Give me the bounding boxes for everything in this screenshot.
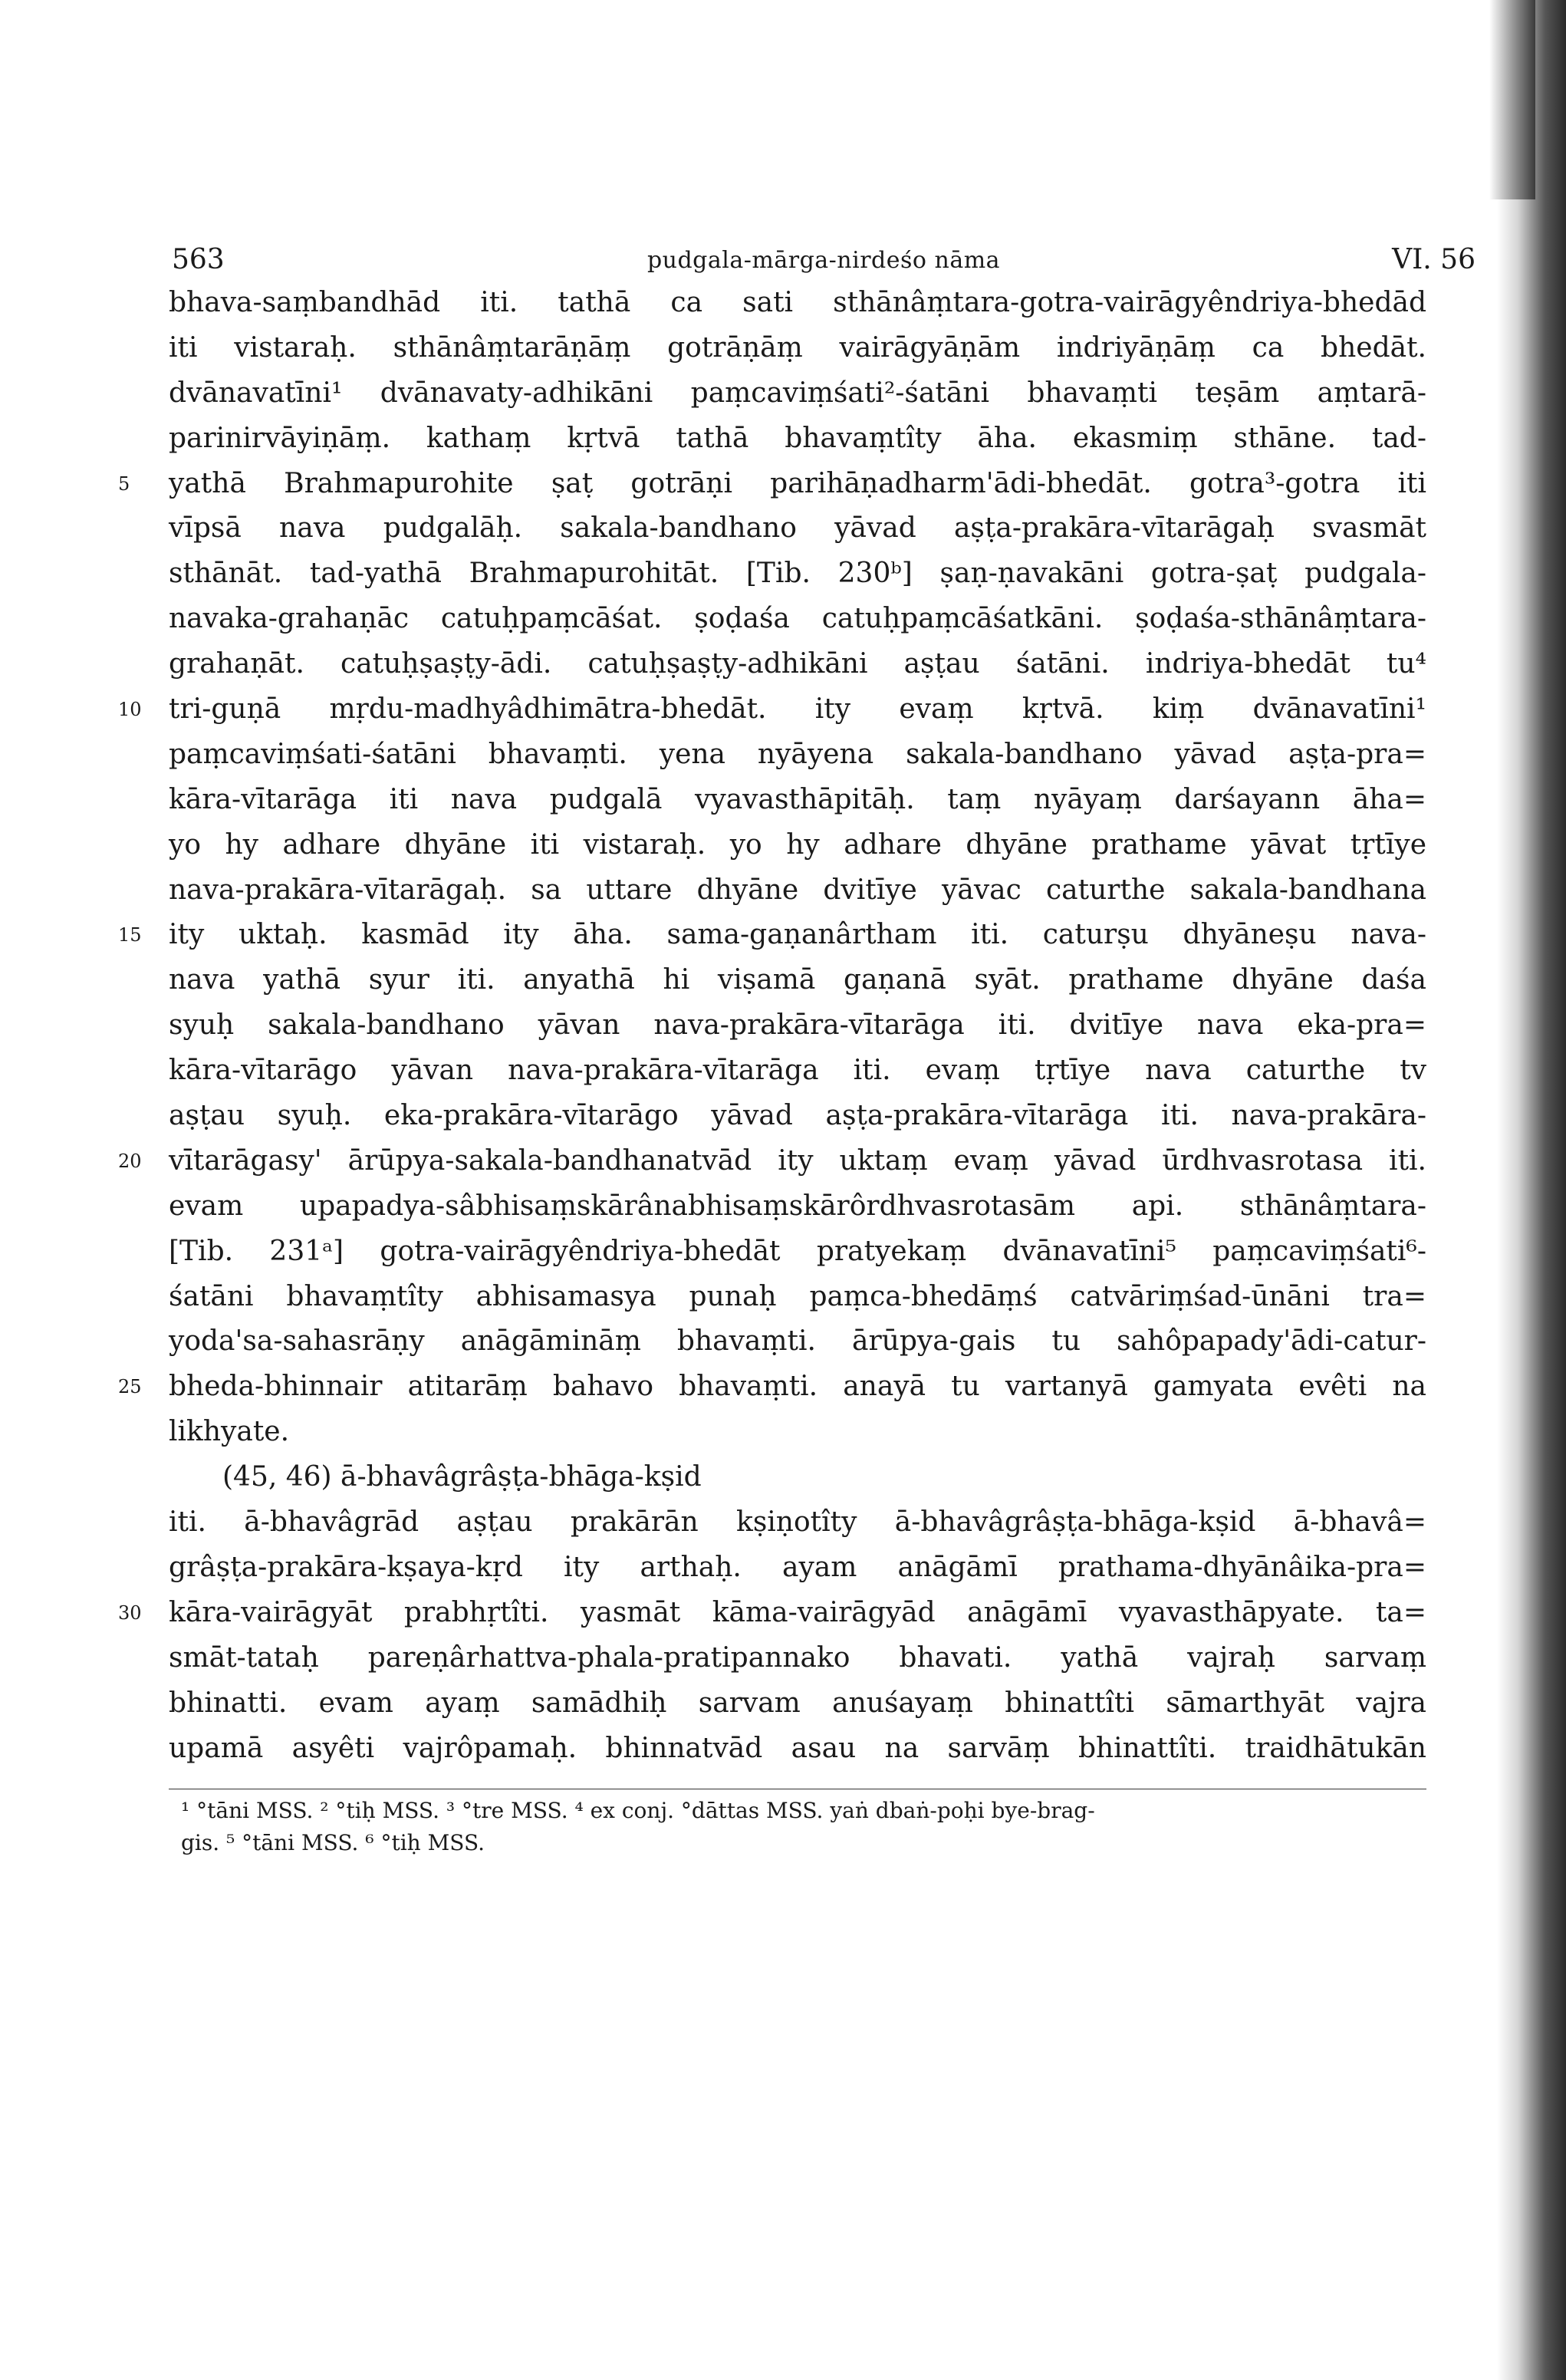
- footnote-line: ¹ °tāni MSS. ² °tiḥ MSS. ³ °tre MSS. ⁴ ex conj. °dāttas MSS. yaṅ dbaṅ-poḥi bye-brag-: [181, 1798, 1095, 1823]
- line-text: evam upapadya-sâbhisaṃskārânabhisaṃskārôrdhvasrotasām api. sthānâṃtara-: [169, 1190, 1426, 1222]
- line-number: 20: [118, 1150, 142, 1172]
- line-text: yo hy adhare dhyāne iti vistaraḥ. yo hy adhare dhyāne prathame yāvat tṛtīye: [169, 828, 1426, 861]
- line-text: kāra-vītarāga iti nava pudgalā vyavasthāpitāḥ. taṃ nyāyaṃ darśayann āha=: [169, 783, 1426, 815]
- line-text: bhinatti. evam ayaṃ samādhiḥ sarvam anuśayaṃ bhinattîti sāmarthyāt vajra: [169, 1687, 1426, 1719]
- text-line: [169, 1636, 1426, 1681]
- text-line: [169, 1003, 1426, 1048]
- line-text: yathā Brahmapurohite ṣaṭ gotrāṇi parihāṇadharm'ādi-bhedāt. gotra³-gotra iti: [169, 467, 1426, 499]
- running-title: pudgala-mārga-nirdeśo nāma: [646, 247, 1001, 274]
- text-line: [118, 913, 1426, 958]
- text-line: [169, 1048, 1426, 1094]
- line-text: smāt-tataḥ pareṇârhattva-phala-pratipannako bhavati. yathā vajraḥ sarvaṃ: [169, 1641, 1426, 1674]
- text-line: [118, 1364, 1426, 1410]
- line-text: kāra-vītarāgo yāvan nava-prakāra-vītarāga iti. evaṃ tṛtīye nava caturthe tv: [169, 1055, 1426, 1087]
- text-line: [169, 1275, 1426, 1320]
- text-line: [169, 1681, 1426, 1727]
- text-line: [169, 371, 1426, 416]
- scan-edge-shadow-top: [1489, 0, 1535, 199]
- line-text: nava yathā syur iti. anyathā hi viṣamā gaṇanā syāt. prathame dhyāne daśa: [169, 964, 1426, 996]
- text-line: [169, 1094, 1426, 1139]
- line-text: sthānāt. tad-yathā Brahmapurohitāt. [Tib. 230ᵇ] ṣaṇ-ṇavakāni gotra-ṣaṭ pudgala-: [169, 558, 1426, 590]
- text-line: [169, 823, 1426, 868]
- text-line: [169, 506, 1426, 551]
- line-text: paṃcaviṃśati-śatāni bhavaṃti. yena nyāyena sakala-bandhano yāvad aṣṭa-pra=: [169, 738, 1426, 770]
- text-line: [169, 868, 1426, 913]
- line-number: 15: [118, 924, 142, 946]
- line-text: tri-guṇā mṛdu-madhyâdhimātra-bhedāt. ity evaṃ kṛtvā. kiṃ dvānavatīni¹: [169, 693, 1426, 726]
- line-text: aṣṭau syuḥ. eka-prakāra-vītarāgo yāvad aṣṭa-prakāra-vītarāga iti. nava-prakāra-: [169, 1100, 1426, 1132]
- text-line: [169, 1184, 1426, 1230]
- text-line: [169, 1319, 1426, 1364]
- line-text: bheda-bhinnair atitarāṃ bahavo bhavaṃti. anayā tu vartanyā gamyata evêti na: [169, 1371, 1426, 1403]
- line-number: 10: [118, 699, 142, 721]
- line-text: syuḥ sakala-bandhano yāvan nava-prakāra-vītarāga iti. dvitīye nava eka-pra=: [169, 1009, 1426, 1042]
- text-line: [118, 687, 1426, 732]
- text-line: [169, 281, 1426, 326]
- line-text: vīpsā nava pudgalāḥ. sakala-bandhano yāvad aṣṭa-prakāra-vītarāgaḥ svasmāt: [169, 512, 1426, 545]
- text-line: [169, 958, 1426, 1003]
- line-text: grâṣṭa-prakāra-kṣaya-kṛd ity arthaḥ. ayam anāgāmī prathama-dhyānâika-pra=: [169, 1551, 1426, 1583]
- text-line: [118, 1591, 1426, 1636]
- line-text: parinirvāyiṇāṃ. kathaṃ kṛtvā tathā bhavaṃtîty āha. ekasmiṃ sthāne. tad-: [169, 422, 1426, 454]
- line-text: yoda'sa-sahasrāṇy anāgāmināṃ bhavaṃti. ārūpya-gais tu sahôpapady'ādi-catur-: [169, 1325, 1426, 1358]
- text-line: [169, 778, 1426, 823]
- line-text: kāra-vairāgyāt prabhṛtîti. yasmāt kāma-vairāgyād anāgāmī vyavasthāpyate. ta=: [169, 1596, 1426, 1628]
- line-text: ity uktaḥ. kasmād ity āha. sama-gaṇanârtham iti. caturṣu dhyāneṣu nava-: [169, 919, 1426, 951]
- section-reference: VI. 56: [1392, 244, 1476, 275]
- text-line: [169, 1410, 1426, 1455]
- page-number: 563: [172, 244, 225, 275]
- text-line: [169, 326, 1426, 371]
- line-text: vītarāgasy' ārūpya-sakala-bandhanatvād ity uktaṃ evaṃ yāvad ūrdhvasrotasa iti.: [169, 1144, 1426, 1177]
- text-line: [118, 462, 1426, 507]
- text-line: [169, 1455, 1426, 1500]
- text-line: [169, 1546, 1426, 1591]
- line-number: 25: [118, 1376, 142, 1398]
- text-line: [169, 597, 1426, 642]
- footnote-line: gis. ⁵ °tāni MSS. ⁶ °tiḥ MSS.: [181, 1830, 485, 1855]
- text-line: [118, 1139, 1426, 1184]
- line-text: upamā asyêti vajrôpamaḥ. bhinnatvād asau na sarvāṃ bhinattîti. traidhātukān: [169, 1732, 1426, 1764]
- line-text: śatāni bhavaṃtîty abhisamasya punaḥ paṃca-bhedāṃś catvāriṃśad-ūnāni tra=: [169, 1280, 1426, 1312]
- footnotes: [181, 1795, 1423, 1859]
- text-line: [169, 1727, 1426, 1772]
- text-line: [169, 1230, 1426, 1275]
- text-line: [169, 642, 1426, 687]
- body-text: [118, 281, 1426, 1771]
- line-text: navaka-grahaṇāc catuḥpaṃcāśat. ṣoḍaśa catuḥpaṃcāśatkāni. ṣoḍaśa-sthānâṃtara-: [169, 603, 1426, 635]
- line-text: [Tib. 231ᵃ] gotra-vairāgyêndriya-bhedāt pratyekaṃ dvānavatīni⁵ paṃcaviṃśati⁶-: [169, 1235, 1426, 1267]
- text-line: [169, 416, 1426, 462]
- text-line: [169, 1500, 1426, 1546]
- scan-edge-shadow: [1497, 0, 1566, 2380]
- line-text: bhava-saṃbandhād iti. tathā ca sati sthānâṃtara-gotra-vairāgyêndriya-bhedād: [169, 287, 1426, 318]
- line-number: 30: [118, 1601, 142, 1624]
- line-text: (45, 46) ā-bhavâgrâṣṭa-bhāga-kṣid: [222, 1461, 702, 1493]
- text-line: [169, 551, 1426, 597]
- line-text: iti. ā-bhavâgrād aṣṭau prakārān kṣiṇotîty ā-bhavâgrâṣṭa-bhāga-kṣid ā-bhavâ=: [169, 1506, 1426, 1539]
- line-text: dvānavatīni¹ dvānavaty-adhikāni paṃcaviṃśati²-śatāni bhavaṃti teṣām aṃtarā-: [169, 377, 1426, 409]
- line-text: likhyate.: [169, 1416, 290, 1448]
- line-number: 5: [118, 472, 130, 495]
- line-text: nava-prakāra-vītarāgaḥ. sa uttare dhyāne dvitīye yāvac caturthe sakala-bandhana: [169, 874, 1426, 906]
- line-text: grahaṇāt. catuḥṣaṣṭy-ādi. catuḥṣaṣṭy-adhikāni aṣṭau śatāni. indriya-bhedāt tu⁴: [169, 648, 1426, 680]
- text-line: [169, 732, 1426, 778]
- line-text: iti vistaraḥ. sthānâṃtarāṇāṃ gotrāṇāṃ vairāgyāṇām indriyāṇāṃ ca bhedāt.: [169, 331, 1426, 364]
